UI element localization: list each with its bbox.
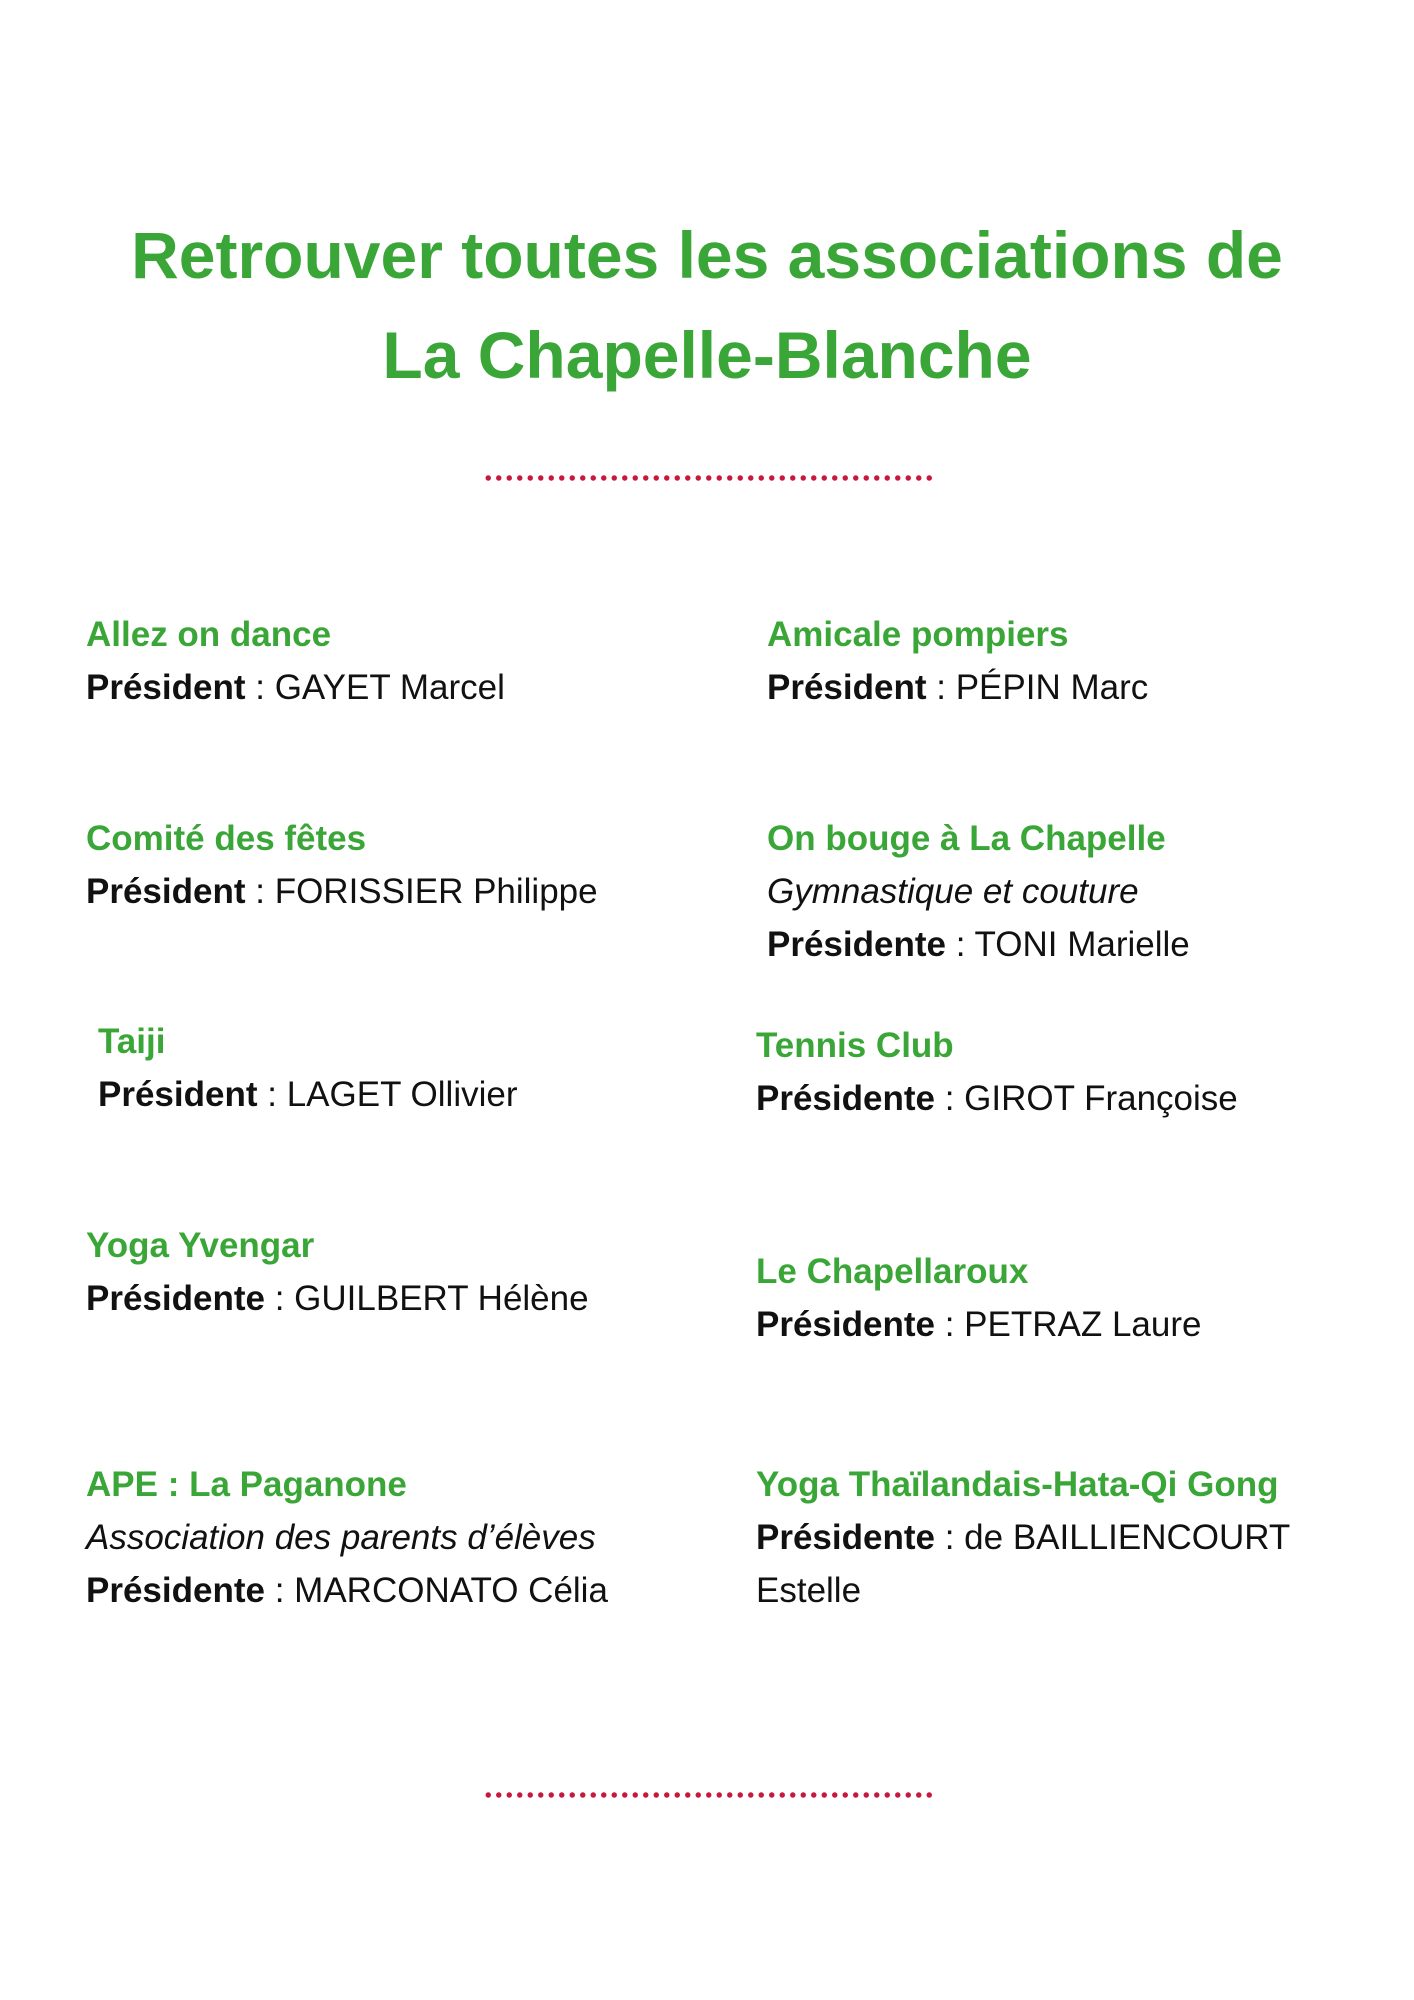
association-description: Association des parents d’élèves (86, 1518, 596, 1557)
association-name: APE : La Paganone (86, 1465, 407, 1504)
president-name: PETRAZ Laure (964, 1305, 1202, 1344)
role-label: Président (86, 872, 246, 911)
page-title (0, 205, 1414, 405)
separator: : (944, 1305, 955, 1344)
president-line (86, 661, 505, 714)
president-line (86, 865, 598, 918)
association-allez-on-dance (86, 608, 505, 714)
role-label: Présidente (767, 925, 946, 964)
role-label: Présidente (86, 1279, 265, 1318)
separator: : (955, 925, 966, 964)
role-label: Présidente (756, 1305, 935, 1344)
separator: : (944, 1079, 955, 1118)
separator: : (936, 668, 946, 707)
title-line-2: La Chapelle-Blanche (382, 318, 1032, 392)
association-description: Gymnastique et couture (767, 872, 1139, 911)
role-label: Président (86, 668, 246, 707)
association-le-chapellaroux (756, 1245, 1201, 1351)
president-name: PÉPIN Marc (955, 668, 1149, 707)
president-line (767, 661, 1148, 714)
separator: : (255, 872, 265, 911)
association-name: Yoga Thaïlandais-Hata-Qi Gong (756, 1465, 1279, 1504)
president-line (756, 1511, 1356, 1617)
role-label: Présidente (756, 1518, 935, 1557)
role-label: Président (767, 668, 927, 707)
separator: : (274, 1279, 285, 1318)
role-label: Présidente (756, 1079, 935, 1118)
association-name: Le Chapellaroux (756, 1252, 1029, 1291)
president-name: de BAILLIENCOURT Estelle (756, 1518, 1290, 1610)
dotted-divider-bottom (483, 1792, 935, 1798)
president-line (86, 1272, 589, 1325)
association-name: Tennis Club (756, 1026, 954, 1065)
president-name: MARCONATO Célia (294, 1571, 608, 1610)
president-line (756, 1072, 1238, 1125)
president-name: LAGET Ollivier (286, 1075, 518, 1114)
association-name: On bouge à La Chapelle (767, 819, 1166, 858)
title-line-1: Retrouver toutes les associations de (131, 218, 1283, 292)
president-name: FORISSIER Philippe (274, 872, 598, 911)
role-label: Président (98, 1075, 258, 1114)
association-on-bouge-a-la-chapelle (767, 812, 1190, 971)
separator: : (944, 1518, 955, 1557)
association-yoga-thailandais (756, 1458, 1356, 1617)
separator: : (267, 1075, 277, 1114)
role-label: Présidente (86, 1571, 265, 1610)
president-line (767, 918, 1190, 971)
president-line (86, 1564, 608, 1617)
association-name: Taiji (98, 1022, 166, 1061)
president-name: TONI Marielle (974, 925, 1190, 964)
association-tennis-club (756, 1019, 1238, 1125)
separator: : (274, 1571, 285, 1610)
association-taiji (98, 1015, 518, 1121)
president-line (756, 1298, 1201, 1351)
president-line (98, 1068, 518, 1121)
association-comite-des-fetes (86, 812, 598, 918)
association-name: Allez on dance (86, 615, 332, 654)
dotted-divider-top (483, 475, 935, 481)
association-yoga-yvengar (86, 1219, 589, 1325)
association-name: Comité des fêtes (86, 819, 367, 858)
president-name: GUILBERT Hélène (294, 1279, 589, 1318)
association-amicale-pompiers (767, 608, 1148, 714)
association-ape-la-paganone (86, 1458, 608, 1617)
association-name: Yoga Yvengar (86, 1226, 315, 1265)
president-name: GAYET Marcel (274, 668, 505, 707)
president-name: GIROT Françoise (964, 1079, 1238, 1118)
separator: : (255, 668, 265, 707)
association-name: Amicale pompiers (767, 615, 1069, 654)
